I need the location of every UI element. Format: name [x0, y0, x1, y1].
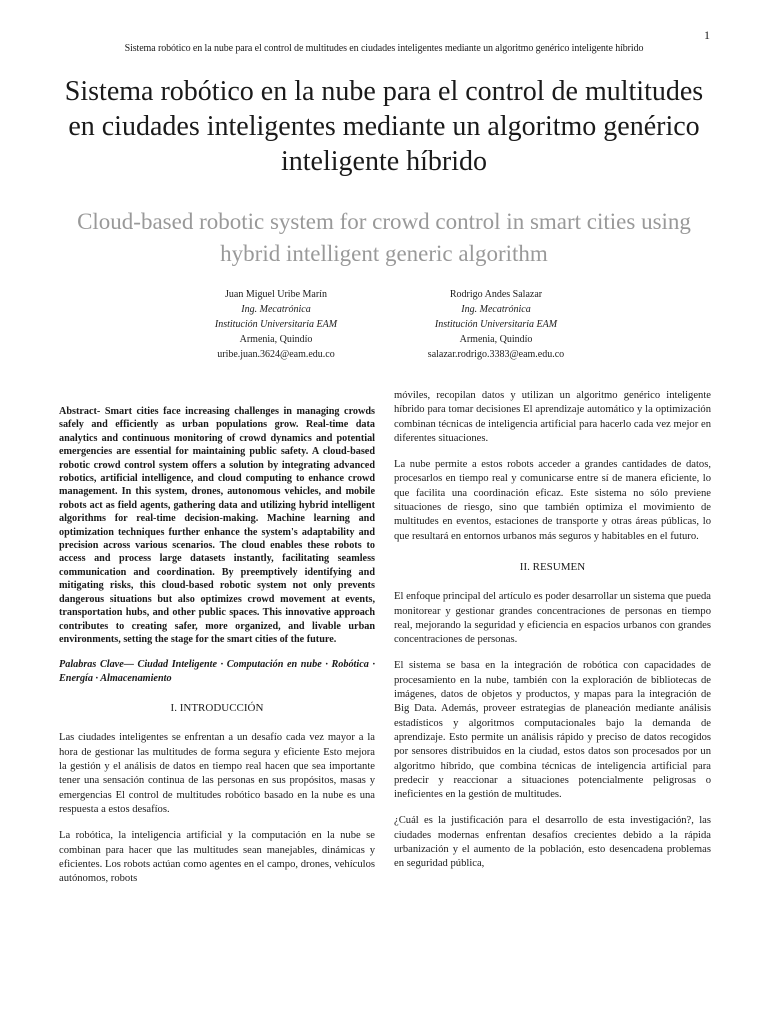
- author-institution: Institución Universitaria EAM: [214, 319, 338, 330]
- paper-title: Sistema robótico en la nube para el control de multitudes en ciudades inteligentes mediante un algoritmo genérico inteligente híbrido: [64, 76, 704, 177]
- keywords: Palabras Clave— Ciudad Inteligente · Computación en nube · Robótica · Energía · Almacenamiento: [59, 659, 375, 684]
- paper-title-english: Cloud-based robotic system for crowd control in smart cities using hybrid intelligent generic algorithm: [77, 209, 691, 266]
- author-email[interactable]: uribe.juan.3624@eam.edu.co: [217, 349, 335, 360]
- author-name: Rodrigo Andes Salazar: [449, 289, 543, 300]
- abstract: Abstract- Smart cities face increasing challenges in managing crowds safely and efficiently as urban populations grow. Real-time data analytics and continuous monitoring of crowd dynamics and potential emergencies are essential for maintaining public safety. A cloud-based robotic crowd control system offers a solution by integrating advanced robotics, artificial intelligence, and cloud computing to enhance crowd management. In this system, drones, autonomous vehicles, and mobile robots act as field agents, gathering data and utilizing hybrid intelligent algorithms for real-time decision-making. Machine learning and optimization techniques further enhance the system's adaptability and precision across various scenarios. The cloud enables these robots to access and process large datasets instantly, facilitating seamless communication and coordination. By preemptively identifying and mitigating risks, this cloud-based robotic system not only prevents dangerous situations but also optimizes crowd movement at events, transportation hubs, and other public spaces. This innovative approach contributes to creating safer, more organized, and livable urban environments, setting the stage for the smart cities of the future.: [59, 406, 375, 645]
- paragraph: Las ciudades inteligentes se enfrentan a un desafío cada vez mayor a la hora de gestionar las multitudes de forma segura y eficiente Esto mejora la gestión y el análisis de datos en tiempo real hacen que sea importante tener una sensación continua de las personas en sus propósitos, masas y emergencias El control de multitudes robótico basado en la nube es una respuesta a estos desafíos.: [59, 732, 375, 815]
- right-column: [394, 389, 711, 884]
- page-number: 1: [704, 28, 710, 42]
- paragraph: El enfoque principal del artículo es poder desarrollar un sistema que pueda monitorear y gestionar grandes concentraciones de personas en tiempo real, mejorando la seguridad y eficiencia en espacios urbanos con grandes concentraciones de personas.: [394, 591, 711, 646]
- author-institution: Institución Universitaria EAM: [434, 319, 558, 330]
- paragraph: La robótica, la inteligencia artificial y la computación en la nube se combinan para hacer que las multitudes sean manejables, dinámicas y eficientes. Los robots actúan como agentes en el campo, drones, vehículos autónomos, robots: [59, 830, 375, 885]
- author-location: Armenia, Quindío: [459, 334, 533, 345]
- running-header: Sistema robótico en la nube para el control de multitudes en ciudades inteligentes mediante un algoritmo genérico inteligente híbrido: [124, 43, 644, 54]
- paragraph: El sistema se basa en la integración de robótica con capacidades de procesamiento en la nube, también con la exploración de bibliotecas de imágenes, datos de objetos y productos, y mapas para la integración de Big Data. Además, proveer estrategias de planeación mediante análisis estadísticos y algoritmos computacionales bajo la demanda de aprendizaje. Esto permite un análisis rápido y preciso de datos recogidos por sensores distribuidos en la ciudad, estos datos son procesados por un algoritmo híbrido, que combina técnicas de inteligencia artificial para predecir y reaccionar a situaciones potencialmente peligrosas o ineficientes en la gestión de multitudes.: [394, 660, 711, 801]
- left-column: [59, 405, 375, 898]
- author-name: Juan Miguel Uribe Marín: [225, 289, 327, 300]
- author-degree: Ing. Mecatrónica: [241, 304, 311, 315]
- paragraph: móviles, recopilan datos y utilizan un algoritmo genérico inteligente híbrido para tomar decisiones El aprendizaje automático y la optimización combinan técnicas de inteligencia artificial para hacerlo cada vez mejor en diferentes situaciones.: [394, 390, 711, 444]
- paragraph: La nube permite a estos robots acceder a grandes cantidades de datos, procesarlos en tiempo real y comunicarse entre sí de manera eficiente, lo que facilita una coordinación eficaz. Este sistema no sólo previene situaciones de riesgo, sino que también optimiza el movimiento de multitudes en eventos, estaciones de transporte y otras áreas públicas, lo que resultará en entornos urbanos más seguros y habitables en el futuro.: [394, 459, 711, 542]
- section-heading-introduction: I. INTRODUCCIÓN: [170, 702, 264, 715]
- section-heading-resumen: II. RESUMEN: [519, 560, 586, 573]
- author-degree: Ing. Mecatrónica: [461, 304, 531, 315]
- author-email[interactable]: salazar.rodrigo.3383@eam.edu.co: [427, 349, 565, 360]
- author-location: Armenia, Quindío: [239, 334, 313, 345]
- author-2: [366, 287, 626, 362]
- paragraph: ¿Cuál es la justificación para el desarrollo de esta investigación?, las ciudades modernas enfrentan desafíos crecientes debido a la rápida urbanización y el aumento de la población, esto desencadena problemas en seguridad pública,: [394, 815, 711, 870]
